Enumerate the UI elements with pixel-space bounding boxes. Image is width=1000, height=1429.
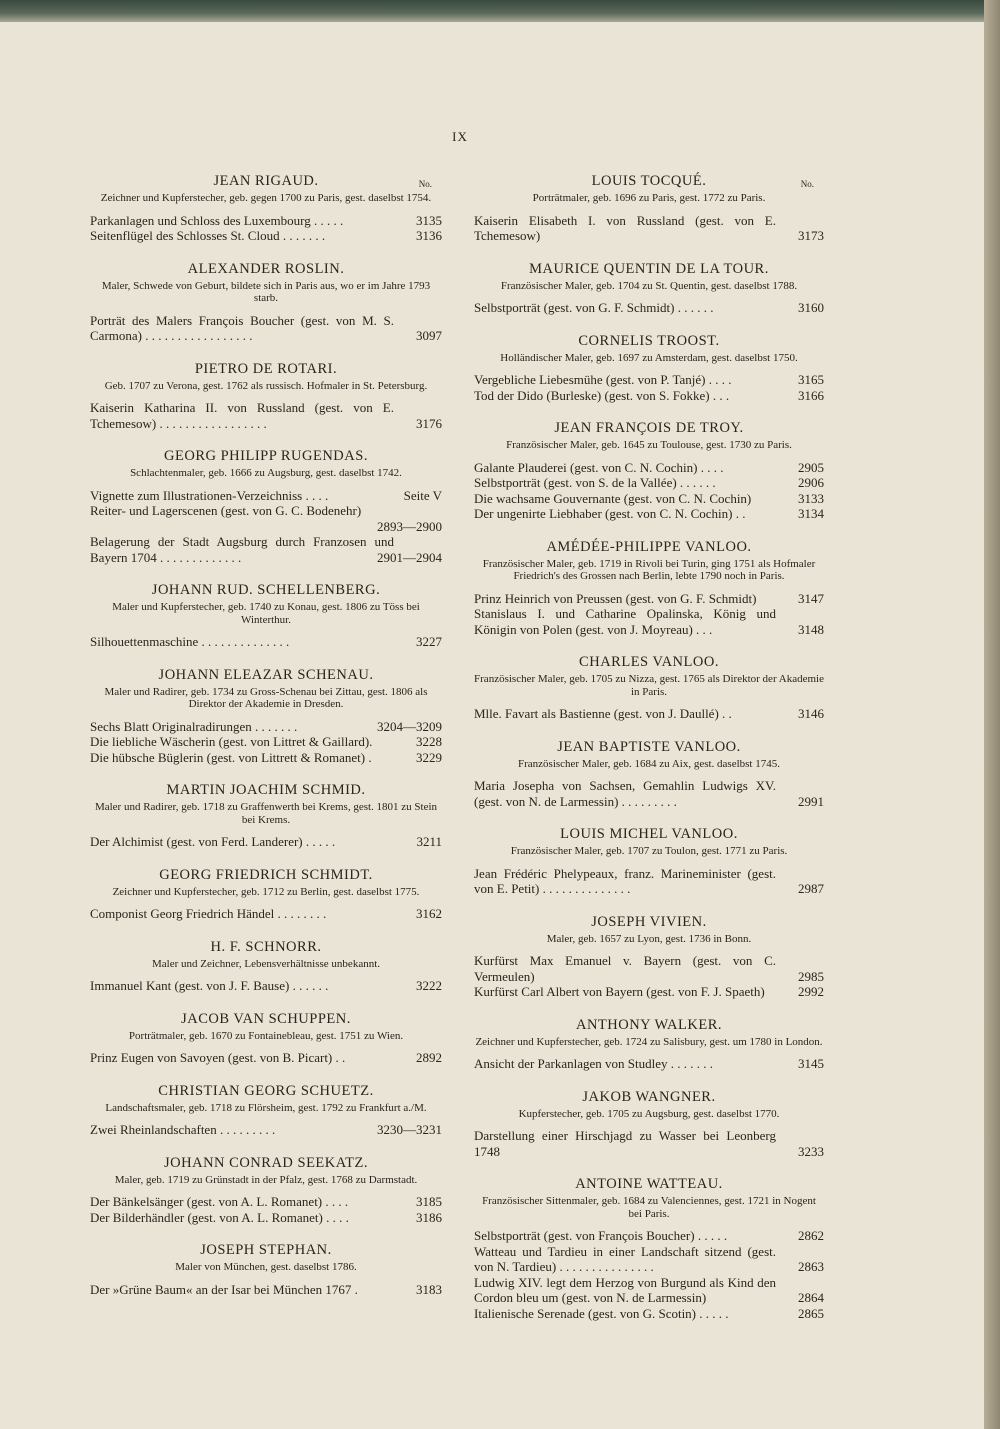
item-number: 3230—3231 — [377, 1122, 442, 1137]
artist-entry — [90, 1010, 442, 1066]
artist-entry — [90, 938, 442, 994]
item-title: Jean Frédéric Phelypeaux, franz. Marineminister (gest. von E. Petit) . . . . . . . . . . . . . . — [474, 865, 776, 896]
catalog-item — [90, 834, 442, 850]
number-column-label: No. — [418, 179, 432, 189]
item-number: 3162 — [416, 906, 442, 921]
catalog-item — [474, 1306, 824, 1322]
item-title: Vergebliche Liebesmühe (gest. von P. Tanjé) . . . . — [474, 372, 732, 387]
item-title: Reiter- und Lagerscenen (gest. von G. C. Bodenehr) — [90, 503, 362, 518]
item-title: Silhouettenmaschine . . . . . . . . . . . . . . — [90, 634, 290, 649]
item-number: 3134 — [798, 506, 824, 521]
catalog-item — [474, 1128, 824, 1159]
artist-name: JEAN RIGAUD. No. — [90, 172, 442, 190]
catalog-item — [90, 906, 442, 922]
item-number: 2987 — [798, 881, 824, 896]
artist-name: JAKOB WANGNER. — [582, 1088, 716, 1105]
catalog-item — [90, 719, 442, 735]
artist-entry — [90, 781, 442, 850]
item-title: Mlle. Favart als Bastienne (gest. von J. Daullé) . . — [474, 706, 732, 721]
number-column-label: No. — [800, 179, 814, 189]
artist-name: ALEXANDER ROSLIN. — [187, 260, 345, 277]
artist-name: AMÉDÉE-PHILIPPE VANLOO. — [546, 538, 752, 555]
artist-entry — [474, 1016, 824, 1072]
item-number: 3145 — [798, 1056, 824, 1071]
artist-entry — [90, 866, 442, 922]
item-number: 2901—2904 — [377, 549, 442, 565]
catalog-item — [90, 400, 442, 431]
item-number: 3204—3209 — [377, 718, 442, 734]
item-number: 3186 — [416, 1209, 442, 1225]
catalog-item — [474, 866, 824, 897]
catalog-item — [474, 606, 824, 637]
item-title: Prinz Heinrich von Preussen (gest. von G. F. Schmidt) — [474, 590, 757, 606]
catalog-item — [474, 778, 824, 809]
item-title: Kaiserin Katharina II. von Russland (gest. von E. Tchemesow) . . . . . . . . . . . . . . . . . — [90, 400, 394, 431]
artist-name: ANTHONY WALKER. — [575, 1016, 723, 1033]
item-title: Porträt des Malers François Boucher (gest. von M. S. Carmona) . . . . . . . . . . . . . . . . . — [90, 312, 394, 343]
artist-entry — [474, 172, 824, 244]
catalog-item — [90, 534, 442, 565]
item-title: Vignette zum Illustrationen-Verzeichniss . . . . — [90, 487, 329, 503]
artist-biography: Französischer Maler, geb. 1645 zu Toulouse, gest. 1730 zu Paris. — [506, 439, 792, 451]
artist-entry — [90, 581, 442, 650]
artist-name: JEAN BAPTISTE VANLOO. — [557, 738, 741, 755]
item-title: Ansicht der Parkanlagen von Studley . . . . . . . — [474, 1056, 714, 1071]
catalog-item — [474, 1244, 824, 1275]
artist-entry — [90, 1082, 442, 1138]
item-title: Kurfürst Max Emanuel v. Bayern (gest. von C. Vermeulen) — [474, 953, 776, 984]
item-number: 3211 — [416, 834, 442, 849]
artist-name: GEORG PHILIPP RUGENDAS. — [164, 448, 368, 464]
catalog-item — [90, 1194, 442, 1210]
artist-entry — [474, 332, 824, 404]
artist-entry — [474, 260, 824, 316]
item-number: 3229 — [416, 749, 442, 765]
right-column — [474, 172, 824, 1337]
item-title: Selbstporträt (gest. von S. de la Vallée) . . . . . . — [474, 475, 716, 490]
artist-name: JOSEPH STEPHAN. — [200, 1242, 332, 1258]
artist-entry — [90, 1154, 442, 1226]
item-title: Selbstporträt (gest. von François Boucher) . . . . . — [474, 1228, 728, 1243]
artist-entry — [474, 1088, 824, 1160]
artist-name: LOUIS MICHEL VANLOO. — [560, 826, 738, 842]
item-title: Selbstporträt (gest. von G. F. Schmidt) . . . . . . — [474, 300, 714, 315]
catalog-item — [474, 1056, 824, 1072]
catalog-item — [474, 388, 824, 404]
artist-entry — [90, 172, 442, 244]
item-title: Die hübsche Büglerin (gest. von Littrett & Romanet) . — [90, 749, 372, 765]
artist-biography: Französischer Maler, geb. 1707 zu Toulon, gest. 1771 zu Paris. — [510, 845, 788, 857]
artist-name: CHARLES VANLOO. — [579, 654, 719, 670]
item-title: Immanuel Kant (gest. von J. F. Bause) . . . . . . — [90, 978, 329, 993]
catalog-item — [90, 1282, 442, 1298]
artist-biography: Kupferstecher, geb. 1705 zu Augsburg, gest. daselbst 1770. — [518, 1107, 780, 1120]
item-number: 3173 — [798, 228, 824, 243]
artist-name: CORNELIS TROOST. — [578, 332, 720, 349]
artist-biography: Maler, geb. 1719 zu Grünstadt in der Pfalz, gest. 1768 zu Darmstadt. — [114, 1173, 418, 1186]
item-title: Maria Josepha von Sachsen, Gemahlin Ludwigs XV. (gest. von N. de Larmessin) . . . . . . . . . — [474, 778, 776, 809]
catalog-item — [90, 734, 442, 750]
item-number: 3097 — [416, 328, 442, 343]
catalog-item — [474, 491, 824, 507]
page-number: IX — [452, 129, 468, 144]
item-number: 2991 — [798, 793, 824, 809]
catalog-item — [90, 313, 442, 344]
item-title: Darstellung einer Hirschjagd zu Wasser bei Leonberg 1748 — [474, 1128, 776, 1159]
item-number: 3183 — [416, 1281, 442, 1297]
artist-name: JACOB VAN SCHUPPEN. — [181, 1010, 351, 1027]
item-number: 3228 — [416, 734, 442, 749]
artist-entry — [90, 666, 442, 766]
artist-biography: Geb. 1707 zu Verona, gest. 1762 als russisch. Hofmaler in St. Petersburg. — [104, 379, 428, 392]
artist-biography: Maler und Radirer, geb. 1734 zu Gross-Schenau bei Zittau, gest. 1806 als Direktor der Akademie in Dresden. — [104, 685, 428, 710]
item-number: 3222 — [416, 978, 442, 993]
artist-name: LOUIS TOCQUÉ. No. — [474, 172, 824, 190]
catalog-item — [90, 213, 442, 229]
item-title: Der Bilderhändler (gest. von A. L. Romanet) . . . . — [90, 1209, 349, 1225]
item-number: 2864 — [798, 1290, 824, 1305]
item-number: 2863 — [798, 1259, 824, 1274]
item-number: 3136 — [416, 228, 442, 243]
item-number: 2893—2900 — [377, 518, 442, 534]
artist-biography: Zeichner und Kupferstecher, geb. 1724 zu Salisbury, gest. um 1780 in London. — [475, 1035, 823, 1048]
item-title: Kurfürst Carl Albert von Bayern (gest. von F. J. Spaeth) — [474, 984, 765, 999]
catalog-item — [90, 1210, 442, 1226]
catalog-item — [90, 1050, 442, 1066]
catalog-item — [90, 750, 442, 766]
artist-biography: Maler und Zeichner, Lebensverhältnisse unbekannt. — [151, 957, 381, 970]
artist-entry — [474, 1175, 824, 1321]
item-title: Der ungenirte Liebhaber (gest. von C. N. Cochin) . . — [474, 506, 746, 521]
artist-biography: Zeichner und Kupferstecher, geb. gegen 1700 zu Paris, gest. daselbst 1754. — [100, 192, 432, 204]
artist-biography: Porträtmaler, geb. 1670 zu Fontainebleau, gest. 1751 zu Wien. — [128, 1029, 404, 1042]
artist-biography: Französischer Maler, geb. 1705 zu Nizza, gest. 1765 als Direktor der Akademie in Paris. — [474, 673, 824, 698]
artist-name: PIETRO DE ROTARI. — [194, 360, 338, 377]
artist-entry — [474, 825, 824, 897]
artist-name: H. F. SCHNORR. — [210, 938, 322, 955]
catalog-item — [90, 519, 442, 535]
catalog-item — [90, 978, 442, 994]
item-title: Sechs Blatt Originalradirungen . . . . . . . — [90, 718, 298, 734]
item-title: Die wachsame Gouvernante (gest. von C. N. Cochin) — [474, 490, 752, 506]
artist-entry — [90, 360, 442, 432]
catalog-item — [90, 634, 442, 650]
artist-entry — [90, 1241, 442, 1297]
artist-name: ANTOINE WATTEAU. — [575, 1176, 723, 1192]
artist-name: JOHANN CONRAD SEEKATZ. — [164, 1154, 368, 1171]
artist-entry — [90, 260, 442, 344]
artist-entry — [474, 738, 824, 810]
item-number: 2992 — [798, 984, 824, 999]
catalog-item — [474, 460, 824, 476]
artist-biography: Maler, Schwede von Geburt, bildete sich in Paris aus, wo er im Jahre 1793 starb. — [101, 279, 431, 304]
item-number: 2862 — [798, 1228, 824, 1243]
item-number: 3160 — [798, 300, 824, 315]
artist-biography: Landschaftsmaler, geb. 1718 zu Flörsheim, gest. 1792 zu Frankfurt a./M. — [105, 1101, 427, 1114]
artist-biography: Zeichner und Kupferstecher, geb. 1712 zu Berlin, gest. daselbst 1775. — [112, 885, 420, 898]
artist-name: GEORG FRIEDRICH SCHMIDT. — [159, 866, 373, 883]
item-number: 3233 — [798, 1143, 824, 1159]
item-title: Galante Plauderei (gest. von C. N. Cochin) . . . . — [474, 459, 724, 475]
catalog-item — [90, 1122, 442, 1138]
catalog-item — [474, 213, 824, 244]
artist-biography: Maler von München, gest. daselbst 1786. — [175, 1261, 357, 1273]
artist-entry — [474, 913, 824, 1000]
artist-name: JOHANN ELEAZAR SCHENAU. — [158, 666, 374, 683]
artist-entry — [474, 653, 824, 722]
item-number: 3185 — [416, 1194, 442, 1209]
catalog-item — [474, 475, 824, 491]
artist-entry — [90, 447, 442, 565]
item-number: 2865 — [798, 1305, 824, 1321]
item-title: Parkanlagen und Schloss des Luxembourg . . . . . — [90, 212, 344, 228]
artist-biography: Maler und Kupferstecher, geb. 1740 zu Konau, gest. 1806 zu Töss bei Winterthur. — [112, 601, 420, 626]
artist-name: JEAN FRANÇOIS DE TROY. — [554, 420, 744, 436]
item-number: 2906 — [798, 475, 824, 490]
item-title: Kaiserin Elisabeth I. von Russland (gest. von E. Tchemesow) — [474, 212, 776, 243]
catalog-item — [90, 488, 442, 504]
artist-biography: Französischer Sittenmaler, geb. 1684 zu Valenciennes, gest. 1721 in Nogent bei Paris. — [482, 1195, 816, 1220]
item-title: Der »Grüne Baum« an der Isar bei München 1767 . — [90, 1281, 358, 1297]
item-title: Die liebliche Wäscherin (gest. von Littret & Gaillard). — [90, 734, 373, 749]
catalog-item — [474, 706, 824, 722]
artist-name: CHRISTIAN GEORG SCHUETZ. — [158, 1082, 374, 1099]
catalog-item — [474, 953, 824, 984]
catalog-item — [474, 591, 824, 607]
item-number: 3227 — [416, 634, 442, 649]
artist-biography: Maler und Radirer, geb. 1718 zu Graffenwerth bei Krems, gest. 1801 zu Stein bei Krems. — [94, 801, 438, 826]
item-title: Componist Georg Friedrich Händel . . . . . . . . — [90, 906, 327, 921]
item-number: 3176 — [416, 415, 442, 431]
item-title: Italienische Serenade (gest. von G. Scotin) . . . . . — [474, 1305, 729, 1321]
item-title: Tod der Dido (Burleske) (gest. von S. Fokke) . . . — [474, 387, 730, 403]
left-column — [90, 172, 442, 1313]
artist-biography: Französischer Maler, geb. 1704 zu St. Quentin, gest. daselbst 1788. — [500, 279, 798, 292]
artist-biography: Schlachtenmaler, geb. 1666 zu Augsburg, gest. daselbst 1742. — [130, 467, 402, 479]
catalog-item — [474, 372, 824, 388]
item-number: 2905 — [798, 459, 824, 475]
item-title: Belagerung der Stadt Augsburg durch Franzosen und Bayern 1704 . . . . . . . . . . . . . — [90, 534, 394, 565]
item-title: Ludwig XIV. legt dem Herzog von Burgund als Kind den Cordon bleu um (gest. von N. de Larmessin) — [474, 1274, 776, 1305]
catalog-item — [474, 300, 824, 316]
artist-biography: Maler, geb. 1657 zu Lyon, gest. 1736 in Bonn. — [546, 932, 752, 945]
item-number: 2985 — [798, 968, 824, 984]
book-binding-edge — [0, 0, 1000, 22]
artist-biography: Französischer Maler, geb. 1719 in Rivoli bei Turin, ging 1751 als Hofmaler Friedrich's des Grossen nach Berlin, lebte 1790 noch in Paris. — [482, 557, 816, 582]
item-number: 3147 — [798, 590, 824, 606]
item-title: Der Bänkelsänger (gest. von A. L. Romanet) . . . . — [90, 1194, 349, 1209]
artist-name: JOHANN RUD. SCHELLENBERG. — [151, 582, 381, 598]
item-number: 3148 — [798, 621, 824, 637]
catalog-item — [90, 503, 442, 519]
page-shadow-edge — [984, 0, 1000, 1429]
item-number: 3166 — [798, 387, 824, 403]
item-number: 3135 — [416, 212, 442, 228]
item-title: Seitenflügel des Schlosses St. Cloud . . . . . . . — [90, 228, 326, 243]
item-title: Zwei Rheinlandschaften . . . . . . . . . — [90, 1122, 276, 1137]
item-number: 3165 — [798, 372, 824, 387]
item-title: Watteau und Tardieu in einer Landschaft sitzend (gest. von N. Tardieu) . . . . . . . . . . . . . . . — [474, 1243, 776, 1274]
catalog-item — [474, 984, 824, 1000]
catalog-item — [474, 1228, 824, 1244]
item-number: 2892 — [416, 1050, 442, 1065]
artist-name: JOSEPH VIVIEN. — [591, 913, 707, 930]
catalog-item — [474, 506, 824, 522]
artist-entry — [474, 538, 824, 638]
artist-entry — [474, 419, 824, 522]
item-title: Stanislaus I. und Catharine Opalinska, König und Königin von Polen (gest. von J. Moyreau) . . . — [474, 606, 776, 637]
artist-biography: Holländischer Maler, geb. 1697 zu Amsterdam, gest. daselbst 1750. — [500, 351, 798, 364]
item-number: 3133 — [798, 490, 824, 506]
artist-name: MARTIN JOACHIM SCHMID. — [166, 782, 366, 798]
item-number: 3146 — [798, 706, 824, 721]
catalog-item — [474, 1275, 824, 1306]
catalog-item — [90, 228, 442, 244]
artist-biography: Französischer Maler, geb. 1684 zu Aix, gest. daselbst 1745. — [518, 757, 780, 770]
item-title: Prinz Eugen von Savoyen (gest. von B. Picart) . . — [90, 1050, 346, 1065]
item-title: Der Alchimist (gest. von Ferd. Landerer) . . . . . — [90, 834, 336, 849]
artist-name: MAURICE QUENTIN DE LA TOUR. — [529, 260, 769, 277]
artist-biography: Porträtmaler, geb. 1696 zu Paris, gest. 1772 zu Paris. — [532, 192, 766, 204]
item-number: Seite V — [403, 487, 442, 503]
